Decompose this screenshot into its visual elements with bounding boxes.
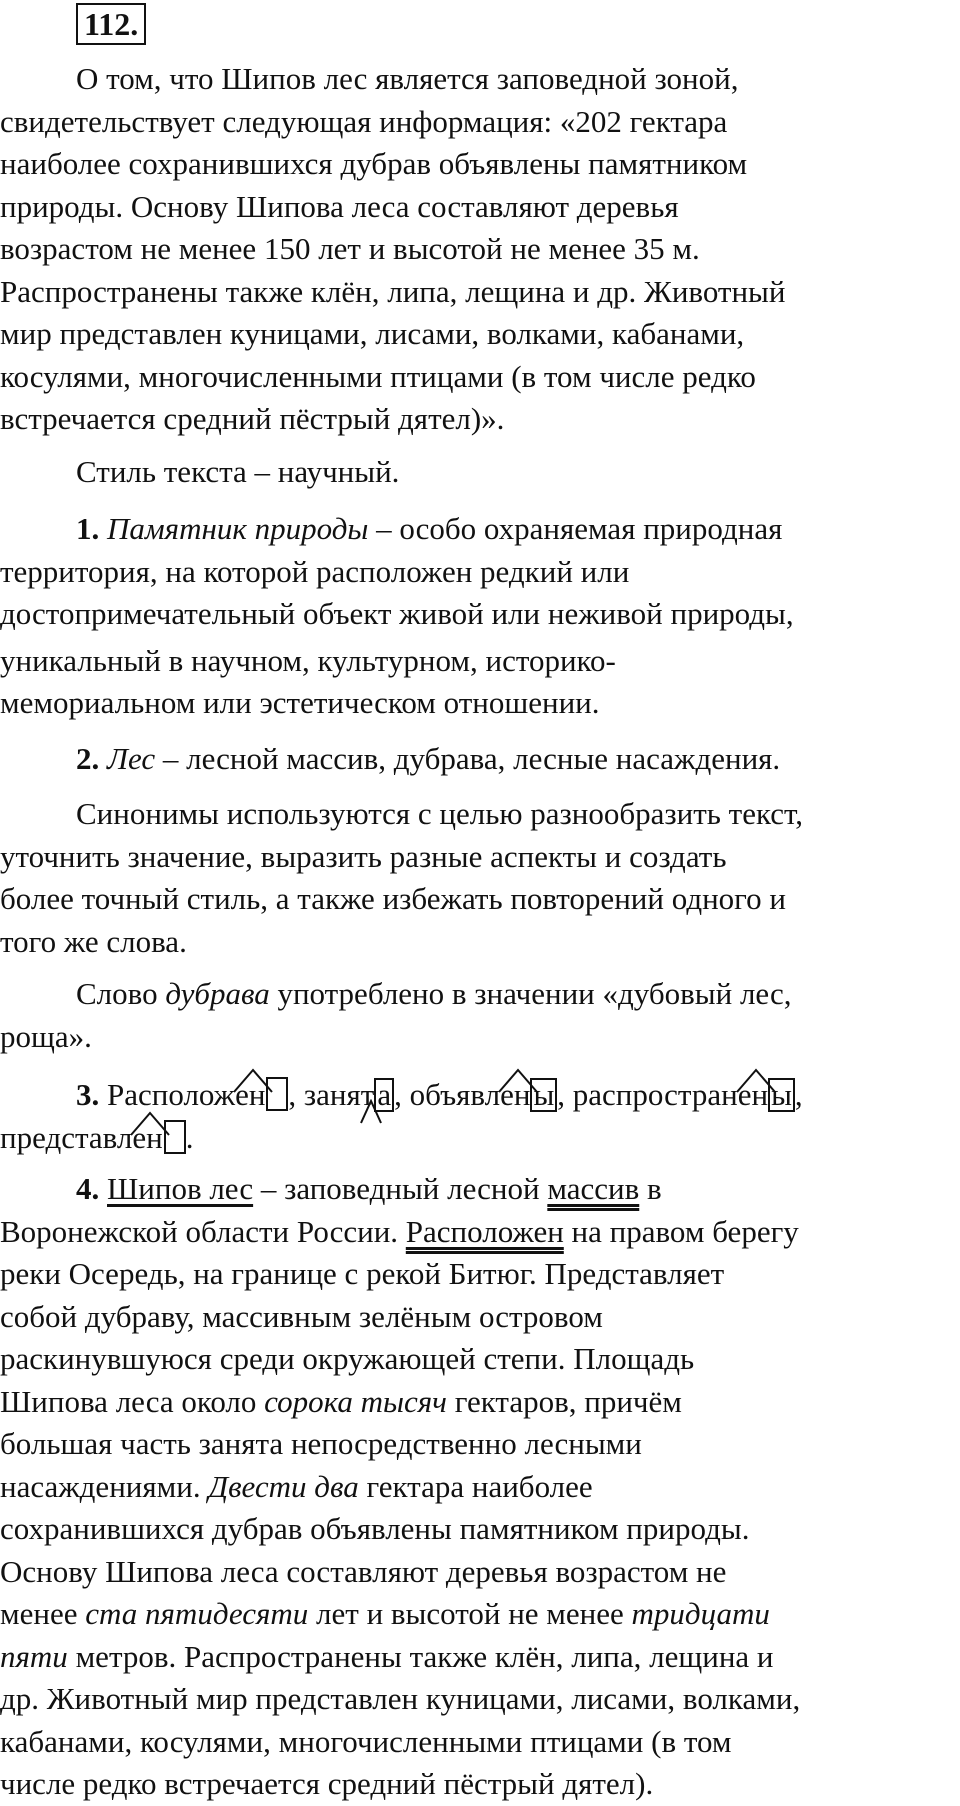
item-4-line: др. Животный мир представлен куницами, лисами, волками,	[0, 1681, 801, 1716]
numeral-italic: тридцати	[631, 1596, 770, 1631]
item-1-line: территория, на которой расположен редкий или	[0, 553, 630, 589]
synonyms-line: уточнить значение, выразить разные аспекты и создать	[0, 838, 727, 874]
word-usage-line: роща».	[0, 1018, 92, 1054]
numeral-italic: пяти	[0, 1638, 68, 1674]
zero-ending-box	[266, 1077, 288, 1111]
item-1-line: уникальный в научном, культурном, историко-	[0, 642, 616, 678]
zero-ending-box	[164, 1120, 186, 1154]
item-4-line: сохранившихся дубрав объявлены памятником природы.	[0, 1511, 750, 1546]
synonyms-paragraph	[0, 793, 960, 963]
item-1-line: мемориальном или эстетическом отношении.	[0, 685, 600, 720]
intro-line: природы. Основу Шипова леса составляют деревья	[0, 188, 679, 224]
item-1-term: Памятник природы	[107, 511, 369, 546]
word-predstavlen: представл ен	[0, 1120, 186, 1155]
intro-line: встречается средний пёстрый дятел)».	[0, 401, 505, 436]
word-zanyata: занят а	[304, 1077, 394, 1112]
intro-line: возрастом не менее 150 лет и высотой не менее 35 м.	[0, 231, 700, 266]
intro-line: О том, что Шипов лес является заповедной зоной,	[76, 61, 739, 96]
suffix-mark: ен	[738, 1074, 768, 1117]
suffix-mark: ен	[132, 1117, 162, 1160]
word-dubrava: дубрава	[165, 976, 270, 1011]
intro-line: наиболее сохранившихся дубрав объявлены памятником	[0, 146, 748, 181]
suffix-mark: ен	[500, 1074, 530, 1117]
item-2-text: – лесной массив, дубрава, лесные насаждения.	[162, 741, 781, 776]
style-line: Стиль текста – научный.	[76, 454, 400, 489]
intro-line: мир представлен куницами, лисами, волками, кабанами,	[0, 316, 745, 351]
synonyms-line: того же слова.	[0, 923, 187, 959]
item-4-line: кабанами, косулями, многочисленными птицами (в том	[0, 1723, 732, 1759]
numeral-italic: Двести два	[208, 1468, 359, 1504]
subject-underlined: Шипов лес	[107, 1171, 254, 1206]
item-1-line: достопримечательный объект живой или неживой природы,	[0, 596, 794, 631]
task-number: 112	[84, 6, 131, 42]
ending-box: а	[374, 1078, 394, 1112]
synonyms-line: более точный стиль, а также избежать повторений одного и	[0, 881, 786, 916]
numeral-italic: сорока тысяч	[264, 1383, 447, 1419]
task-number-box: 112.	[76, 3, 146, 45]
word-raspolozhen: Располож ен	[107, 1077, 288, 1112]
numeral-italic: ста пятидесяти	[85, 1596, 309, 1631]
item-1-number: 1.	[76, 511, 100, 546]
item-3: 3. Располож ен , занят а, объявл ены, распростран ены, представл ен .	[0, 1074, 960, 1159]
item-4-line: раскинувшуюся среди окружающей степи. Площадь	[0, 1341, 695, 1376]
item-1	[0, 508, 960, 725]
item-3-number: 3.	[76, 1077, 100, 1112]
item-2-term: Лес	[107, 741, 156, 776]
style-paragraph	[0, 451, 960, 494]
item-4-line: собой дубраву, массивным зелёным островом	[0, 1298, 603, 1334]
word-obyavleny: объявл ены	[410, 1077, 558, 1112]
synonyms-line: Синонимы используются с целью разнообразить текст,	[76, 796, 804, 831]
ending-box: ы	[768, 1078, 795, 1112]
intro-line: свидетельствует следующая информация: «202 гектара	[0, 103, 728, 139]
item-2-number: 2.	[76, 741, 100, 776]
item-2	[0, 738, 960, 781]
item-4-line: реки Осередь, на границе с рекой Битюг. Представляет	[0, 1256, 725, 1291]
word-rasprostraneny: распростран ены	[573, 1077, 795, 1112]
predicate-underlined: Расположен	[405, 1213, 564, 1249]
intro-line: Распространены также клён, липа, лещина и др. Животный	[0, 273, 786, 309]
item-4-line: числе редко встречается средний пёстрый дятел).	[0, 1766, 654, 1801]
intro-paragraph	[0, 58, 960, 441]
predicate-underlined: массив	[547, 1171, 640, 1206]
item-1-text: – особо охраняемая природная	[376, 511, 783, 546]
word-usage-paragraph: Слово дубрава употреблено в значении «дубовый лес, роща».	[0, 973, 960, 1058]
suffix-mark: ен	[235, 1074, 265, 1117]
item-4-number: 4.	[76, 1171, 100, 1206]
item-4: 4. Шипов лес – заповедный лесной массив в Воронежской области России. Расположен на правом берегу реки Осередь, на границе с рекой Битюг. Представляет собой дубраву, массивным зелёным островом раскинувшуюся среди окружающей степи. Площадь Шипова леса около сорока тысяч гектаров, причём большая часть занята непосредственно лесными насаждениями. Двести два гектара наиболее сохранившихся дубрав объявлены памятником природы. Основу Шипова леса составляют деревья возрастом не менее ста пятидесяти лет и высотой не менее тридцати пяти метров. Распространены также клён, липа, лещина и др. Животный мир представлен куницами, лисами, волками, кабанами, косулями, многочисленными птицами (в том числе редко встречается средний пёстрый дятел).	[0, 1168, 960, 1806]
item-4-line: большая часть занята непосредственно лесными	[0, 1426, 642, 1461]
item-4-line: Основу Шипова леса составляют деревья возрастом не	[0, 1553, 727, 1589]
intro-line: косулями, многочисленными птицами (в том числе редко	[0, 358, 756, 394]
ending-box: ы	[530, 1078, 557, 1112]
